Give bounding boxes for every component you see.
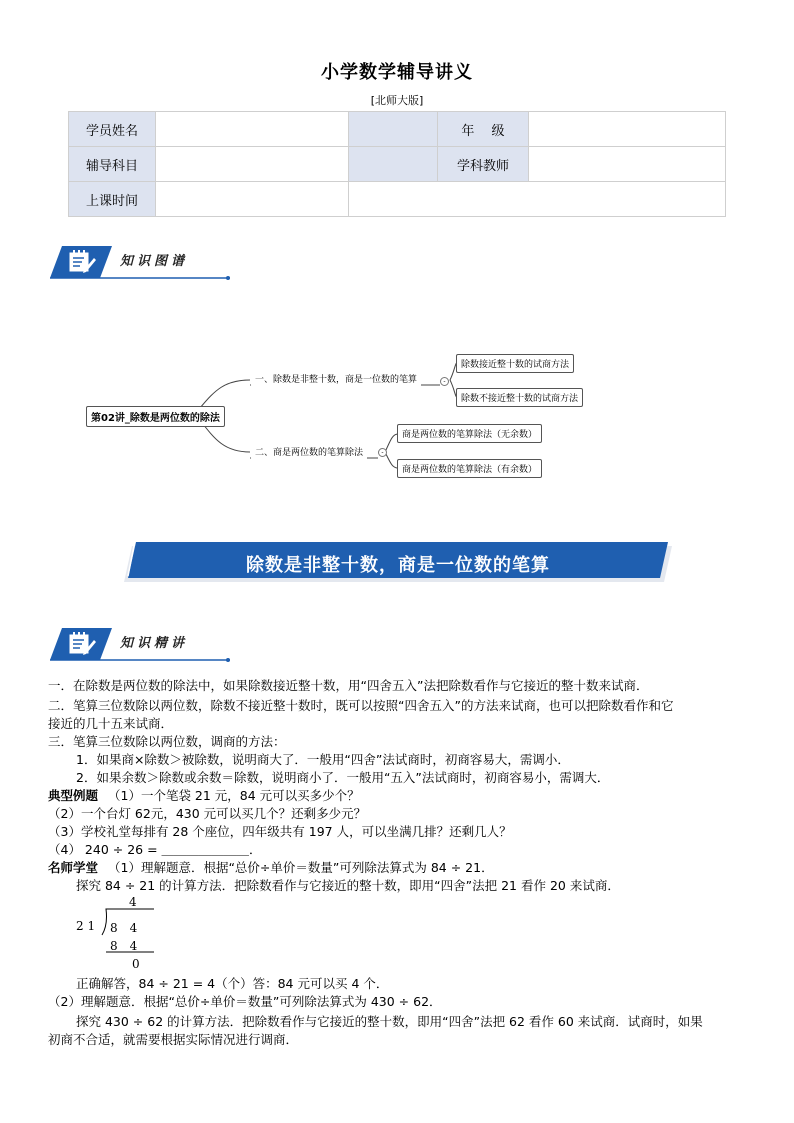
knowledge-explain-title: 知识精讲 (120, 636, 189, 651)
page-subtitle: [北师大版] (370, 94, 424, 107)
class-time-detail-field[interactable] (349, 182, 726, 217)
teacher-step-2: （2）理解题意．根据“总价÷单价＝数量”可列除法算式为 430 ÷ 62． (48, 994, 442, 1009)
remainder: 0 (132, 957, 140, 971)
section-title: 除数是非整十数，商是一位数的笔算 (246, 555, 550, 576)
mind-map-branch-2[interactable]: 二、商是两位数的笔算除法 (251, 443, 367, 460)
teacher-label: 名师学堂 (48, 860, 99, 875)
section-title-banner (124, 542, 672, 584)
mind-map-branch-1[interactable]: 一、除数是非整十数，商是一位数的笔算 (251, 370, 421, 387)
long-division (70, 895, 190, 975)
notebook-pencil-icon (64, 628, 98, 658)
notebook-pencil-icon (64, 246, 98, 276)
mind-map-root[interactable]: 第02讲_除数是两位数的除法 (86, 406, 225, 427)
teacher-step-1-explore: 探究 84 ÷ 21 的计算方法．把除数看作与它接近的整十数，即用“四舍”法把 21 看作 20 来试商． (76, 878, 620, 893)
subject-field[interactable] (156, 147, 349, 182)
subject-label: 辅导科目 (69, 147, 156, 182)
paragraph-1: 一．在除数是两位数的除法中，如果除数接近整十数，用“四舍五入”法把除数看作与它接近的整十数来试商． (48, 678, 649, 693)
paragraph-2a: 二．笔算三位数除以两位数，除数不接近整十数时，既可以按照“四舍五入”的方法来试商，也可以把除数看作和它 (48, 698, 674, 713)
paragraph-3-2: 2．如果余数＞除数或余数＝除数，说明商小了．一般用“五入”法试商时，初商容易小，需调大． (76, 770, 610, 785)
class-time-field[interactable] (156, 182, 349, 217)
product: 8 4 (110, 939, 138, 953)
quotient: 4 (129, 895, 137, 909)
teacher-field[interactable] (529, 147, 726, 182)
mind-map-leaf-4[interactable]: 商是两位数的笔算除法（有余数） (397, 459, 542, 478)
teacher-step-2-explore-a: 探究 430 ÷ 62 的计算方法．把除数看作与它接近的整十数，即用“四舍”法把 62 看作 60 来试商．试商时，如果 (76, 1014, 703, 1029)
grade-label: 年 级 (438, 112, 529, 147)
teacher-step-1-answer: 正确解答，84 ÷ 21 = 4（个）答：84 元可以买 4 个． (76, 976, 389, 991)
teacher-step-1: （1）理解题意．根据“总价÷单价＝数量”可列除法算式为 84 ÷ 21． (108, 860, 494, 875)
knowledge-map-title: 知识图谱 (120, 254, 189, 269)
student-name-label: 学员姓名 (69, 112, 156, 147)
example-4: （4） 240 ÷ 26 = ＿＿＿＿＿＿＿． (48, 842, 262, 857)
class-time-label: 上课时间 (69, 182, 156, 217)
student-name-field[interactable] (156, 112, 349, 147)
mind-map (0, 340, 794, 500)
divisor: 2 1 (76, 919, 96, 933)
student-info-table (68, 111, 726, 217)
example-label: 典型例题 (48, 788, 99, 803)
example-1: （1）一个笔袋 21 元，84 元可以买多少个？ (108, 788, 360, 803)
mind-map-leaf-3[interactable]: 商是两位数的笔算除法（无余数） (397, 424, 542, 443)
teacher-label: 学科教师 (438, 147, 529, 182)
teacher-step-2-explore-b: 初商不合适，就需要根据实际情况进行调商． (48, 1032, 299, 1047)
paragraph-3: 三．笔算三位数除以两位数，调商的方法： (48, 734, 286, 749)
collapse-toggle-icon[interactable]: - (440, 377, 449, 386)
page-title: 小学数学辅导讲义 (321, 62, 473, 83)
mind-map-leaf-2[interactable]: 除数不接近整十数的试商方法 (456, 388, 583, 407)
subject-field-extra[interactable] (349, 147, 438, 182)
knowledge-explain-banner (50, 626, 230, 662)
dividend: 8 4 (110, 921, 138, 935)
mind-map-leaf-1[interactable]: 除数接近整十数的试商方法 (456, 354, 574, 373)
paragraph-2b: 接近的几十五来试商． (48, 716, 174, 731)
knowledge-map-banner (50, 244, 230, 280)
collapse-toggle-icon[interactable]: - (378, 448, 387, 457)
student-name-field-extra[interactable] (349, 112, 438, 147)
example-2: （2）一个台灯 62元，430 元可以买几个？还剩多少元？ (48, 806, 367, 821)
grade-field[interactable] (529, 112, 726, 147)
example-3: （3）学校礼堂每排有 28 个座位，四年级共有 197 人，可以坐满几排？还剩几人？ (48, 824, 512, 839)
paragraph-3-1: 1．如果商×除数＞被除数，说明商大了．一般用“四舍”法试商时，初商容易大，需调小． (76, 752, 570, 767)
